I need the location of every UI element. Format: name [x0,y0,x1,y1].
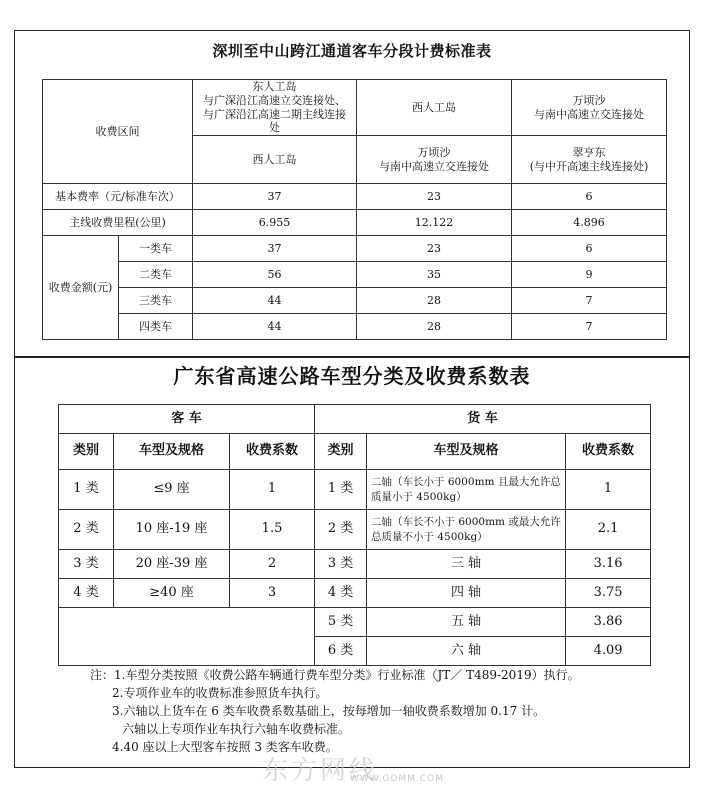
base-rate-1: 37 [193,184,357,210]
cargo-class: 4 类 [315,579,367,608]
passenger-spec: ≥40 座 [114,579,230,608]
segment-fee-table [42,79,667,340]
cargo-class: 5 类 [315,608,367,637]
col-spec: 车型及规格 [114,434,230,470]
cargo-spec: 六 轴 [367,637,566,666]
seg2-from: 西人工岛 [357,80,512,136]
section-divider [14,356,690,358]
passenger-spec: 10 座-19 座 [114,510,230,550]
watermark-logo: 东方网线 [262,756,379,786]
passenger-coef: 1 [230,470,315,510]
class-name: 二类车 [119,262,193,288]
class-value: 28 [357,288,512,314]
watermark [262,754,462,786]
cargo-coef: 3.86 [566,608,651,637]
class-value: 28 [357,314,512,340]
col-coef: 收费系数 [566,434,651,470]
class-name: 一类车 [119,236,193,262]
class-value: 37 [193,236,357,262]
amount-label: 收费金额(元) [43,236,119,340]
mileage-label: 主线收费里程(公里) [43,210,193,236]
passenger-coef: 3 [230,579,315,608]
passenger-header: 客 车 [59,405,315,434]
cargo-class: 3 类 [315,550,367,579]
passenger-coef: 1.5 [230,510,315,550]
cargo-coef: 4.09 [566,637,651,666]
empty-cell [59,608,315,666]
cargo-spec: 二轴（车长小于 6000mm 且最大允许总质量小于 4500kg） [367,470,566,510]
class-value: 44 [193,288,357,314]
class-value: 23 [357,236,512,262]
class-value: 44 [193,314,357,340]
table2-title: 广东省高速公路车型分类及收费系数表 [173,364,531,388]
cargo-class: 1 类 [315,470,367,510]
cargo-coef: 3.16 [566,550,651,579]
cargo-coef: 3.75 [566,579,651,608]
class-value: 7 [512,314,667,340]
note-line: 2.专项作业车的收费标准参照货车执行。 [112,686,328,700]
seg1-to: 西人工岛 [193,136,357,184]
seg3-from: 万顷沙 与南中高速立交连接处 [512,80,667,136]
col-class: 类别 [59,434,114,470]
passenger-spec: ≤9 座 [114,470,230,510]
watermark-url: WWW.GDMM.COM [350,774,444,784]
mileage-2: 12.122 [357,210,512,236]
passenger-spec: 20 座-39 座 [114,550,230,579]
mileage-1: 6.955 [193,210,357,236]
base-rate-2: 23 [357,184,512,210]
class-value: 6 [512,236,667,262]
note-line: 4.40 座以上大型客车按照 3 类客车收费。 [112,740,338,754]
cargo-class: 6 类 [315,637,367,666]
passenger-class: 1 类 [59,470,114,510]
class-value: 56 [193,262,357,288]
cargo-spec: 二轴（车长不小于 6000mm 或最大允许总质量不小于 4500kg） [367,510,566,550]
class-value: 35 [357,262,512,288]
cargo-coef: 2.1 [566,510,651,550]
passenger-class: 4 类 [59,579,114,608]
base-rate-3: 6 [512,184,667,210]
col-coef: 收费系数 [230,434,315,470]
class-name: 四类车 [119,314,193,340]
cargo-spec: 五 轴 [367,608,566,637]
seg1-from: 东人工岛 与广深沿江高速立交连接处、与广深沿江高速二期主线连接处 [193,80,357,136]
table1-title: 深圳至中山跨江通道客车分段计费标准表 [212,42,492,60]
class-value: 9 [512,262,667,288]
note-line: 六轴以上专项作业车执行六轴车收费标准。 [122,722,351,736]
passenger-coef: 2 [230,550,315,579]
col-spec: 车型及规格 [367,434,566,470]
cargo-header: 货 车 [315,405,651,434]
section-label: 收费区间 [43,80,193,184]
cargo-coef: 1 [566,470,651,510]
cargo-class: 2 类 [315,510,367,550]
seg2-to: 万顷沙 与南中高速立交连接处 [357,136,512,184]
class-value: 7 [512,288,667,314]
seg3-to: 翠亨东 (与中开高速主线连接处) [512,136,667,184]
cargo-spec: 四 轴 [367,579,566,608]
cargo-spec: 三 轴 [367,550,566,579]
passenger-class: 2 类 [59,510,114,550]
col-class: 类别 [315,434,367,470]
note-line: 3.六轴以上货车在 6 类车收费系数基础上，按每增加一轴收费系数增加 0.17 计。 [112,704,546,718]
passenger-class: 3 类 [59,550,114,579]
vehicle-class-table [58,404,651,666]
notes [90,666,680,756]
note-line: 注：1.车型分类按照《收费公路车辆通行费车型分类》行业标准（JT／ T489-2019）执行。 [90,668,580,682]
class-name: 三类车 [119,288,193,314]
mileage-3: 4.896 [512,210,667,236]
base-rate-label: 基本费率（元/标准车次） [43,184,193,210]
